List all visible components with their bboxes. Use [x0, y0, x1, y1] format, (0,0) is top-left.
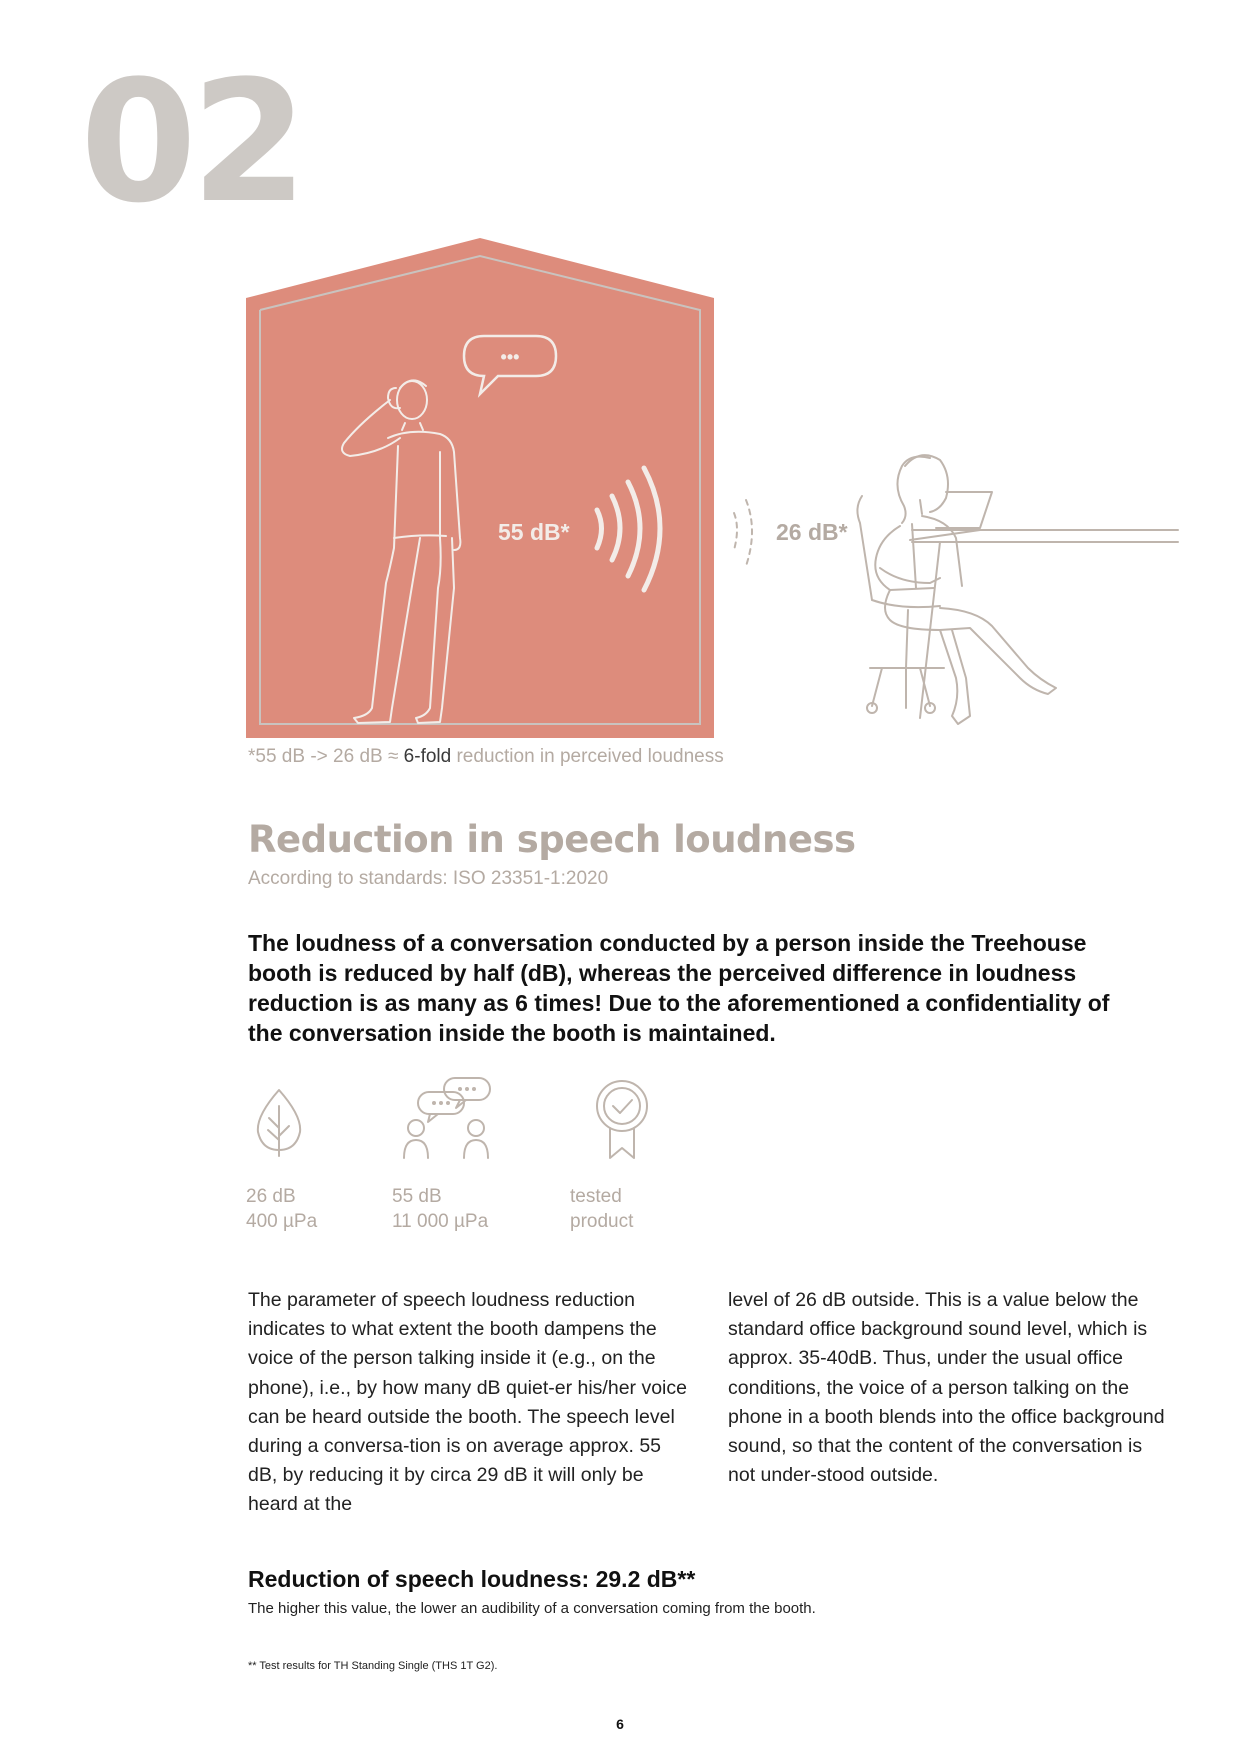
section-number: 02	[80, 44, 302, 240]
seated-person-icon	[857, 455, 1178, 724]
page-number: 6	[616, 1716, 624, 1732]
outside-level-label: 26 dB*	[776, 519, 848, 545]
result-note: The higher this value, the lower an audibility of a conversation coming from the booth.	[248, 1600, 816, 1617]
stat-outside-db: 26 dB	[246, 1186, 296, 1207]
certificate-badge-icon	[594, 1078, 650, 1162]
stat-inside-pressure: 11 000 µPa	[392, 1211, 489, 1232]
stat-tested-line1: tested	[570, 1186, 622, 1207]
leaf-icon	[254, 1086, 304, 1158]
stat-inside-level	[392, 1184, 488, 1234]
lead-paragraph: The loudness of a conversation conducted by a person inside the Treehouse booth is reduced by half (dB), whereas the perceived difference in loudness reduction is as many as 6 times! Due to the aforementioned a confidentiality of the conversation inside the booth is maintained.	[248, 930, 1110, 1046]
stat-outside-pressure: 400 µPa	[246, 1211, 318, 1232]
body-column-left: The parameter of speech loudness reduction indicates to what extent the booth dampens the voice of the person talking inside it (e.g., on the phone), i.e., by how many dB quiet-er his/her voice can be heard outside the booth. The speech level during a conversa-tion is on average approx. 55 dB, by reducing it by circa 29 dB it will only be heard at the	[248, 1289, 687, 1516]
muffled-waves-icon	[734, 500, 752, 566]
booth-illustration	[240, 238, 1180, 748]
illustration-caption	[248, 746, 724, 768]
speech-bubble-dots: •••	[500, 347, 520, 367]
inside-level-label: 55 dB*	[498, 519, 570, 545]
stat-inside-db: 55 dB	[392, 1186, 442, 1207]
caption-suffix: reduction in perceived loudness	[456, 746, 724, 767]
section-heading: Reduction in speech loudness	[248, 818, 856, 861]
conversation-icon	[400, 1076, 500, 1162]
caption-highlight: 6-fold	[403, 746, 452, 767]
stats-row	[246, 1076, 726, 1246]
caption-prefix: *55 dB -> 26 dB ≈	[248, 746, 399, 767]
result-title: Reduction of speech loudness: 29.2 dB**	[248, 1566, 696, 1592]
footnote: ** Test results for TH Standing Single (THS 1T G2).	[248, 1660, 498, 1672]
stat-tested	[570, 1184, 633, 1234]
standard-reference: According to standards: ISO 23351-1:2020	[248, 868, 609, 889]
booth-shape	[246, 238, 714, 738]
body-column-right: level of 26 dB outside. This is a value below the standard office background sound level, which is approx. 35-40dB. Thus, under the usual office conditions, the voice of a person talking on the phone in a booth blends into the office background sound, so that the content of the conversation is not under-stood outside.	[728, 1289, 1165, 1487]
stat-outside-level	[246, 1184, 317, 1234]
stat-tested-line2: product	[570, 1211, 634, 1232]
